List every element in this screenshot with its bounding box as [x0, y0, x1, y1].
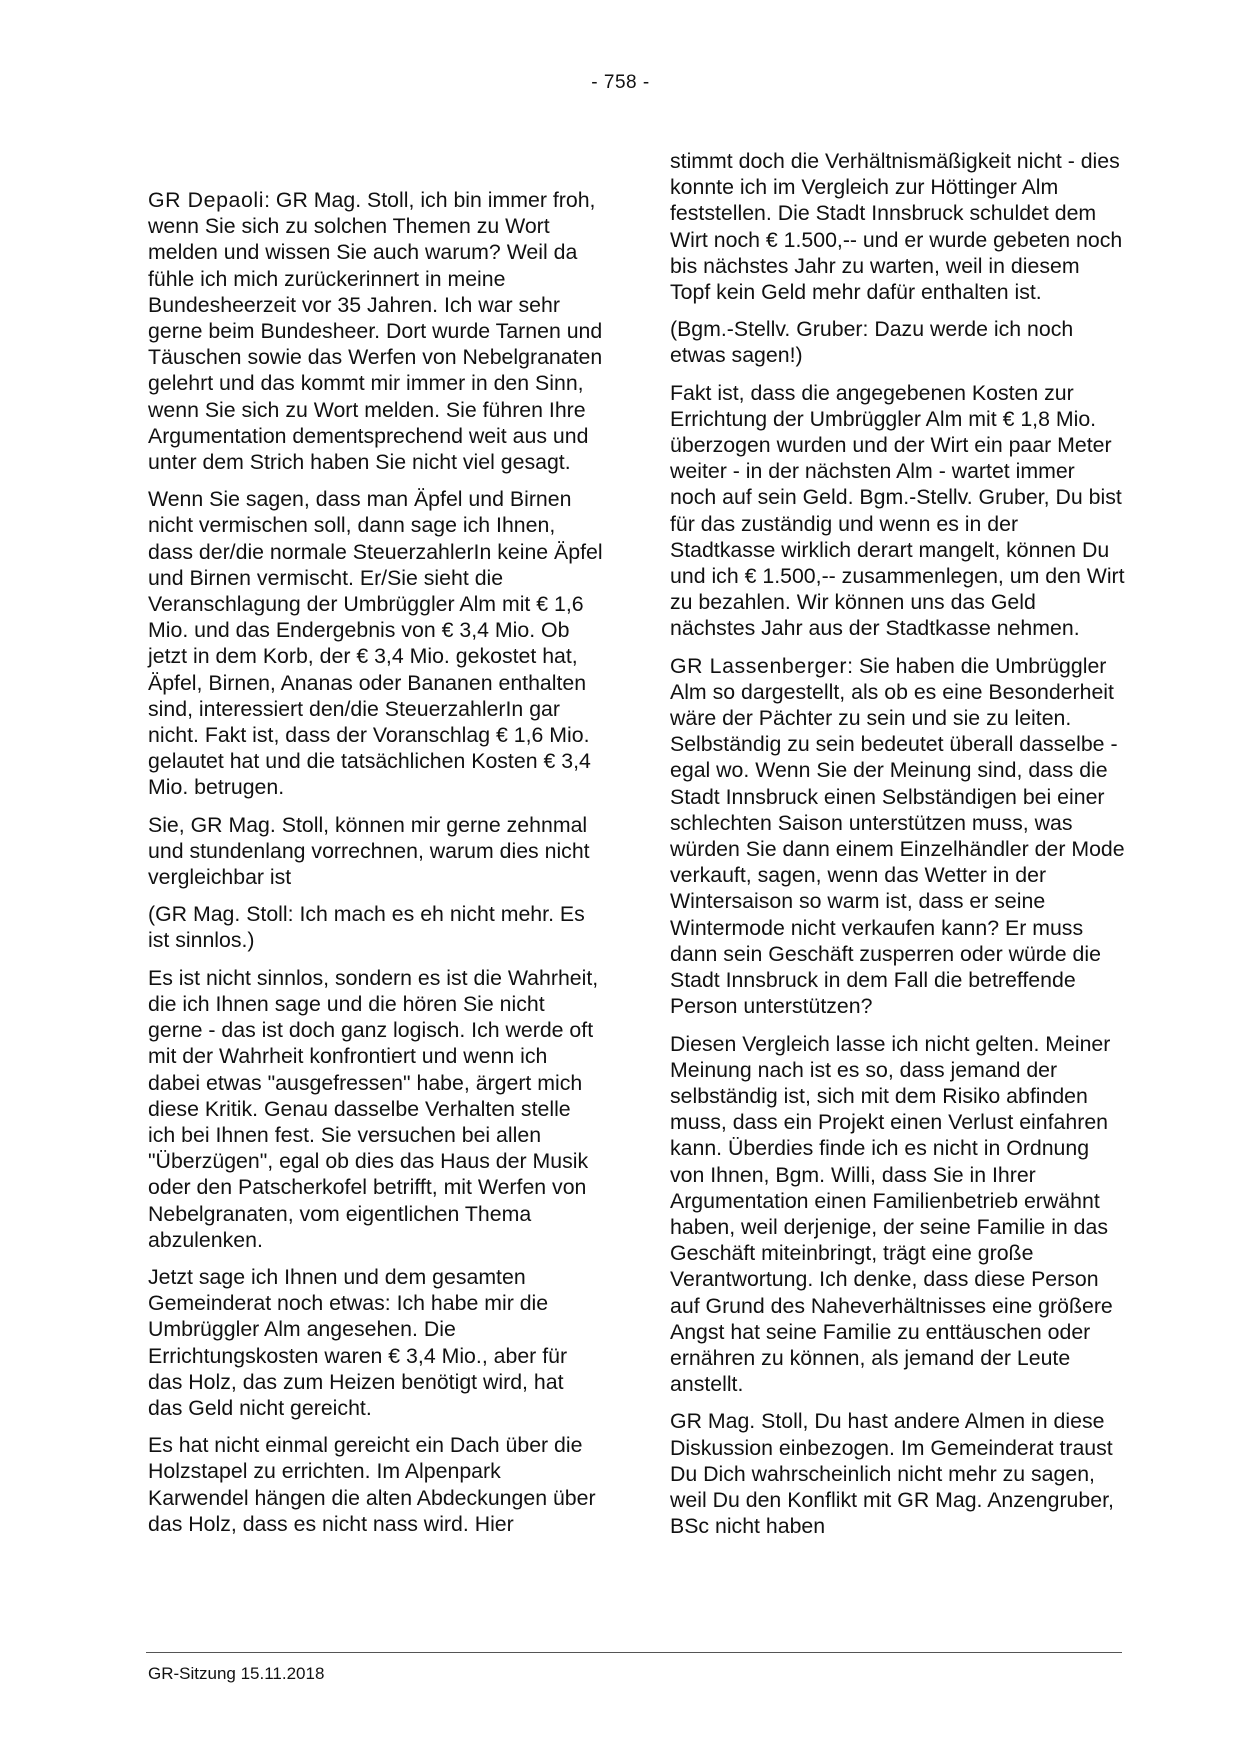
paragraph: Es hat nicht einmal gereicht ein Dach über die Holzstapel zu errichten. Im Alpenpark Karwendel hängen die alten Abdeckungen über das Holz, dass es nicht nass wird. Hier [148, 1433, 596, 1536]
paragraph [148, 187, 603, 475]
page-number: - 758 - [591, 72, 650, 93]
paragraph: Es ist nicht sinnlos, sondern es ist die Wahrheit, die ich Ihnen sage und die hören Sie nicht gerne - das ist doch ganz logisch. Ich werde oft mit der Wahrheit konfrontiert und wenn ich dabei etwas "ausgefressen" habe, ärgert mich diese Kritik. Genau dasselbe Verhalten stelle ich bei Ihnen fest. Sie versuchen bei allen "Überzügen", egal ob dies das Haus der Musik oder den Patscherkofel betrifft, mit Werfen von Nebelgranaten, vom eigentlichen Thema abzulenken. [148, 965, 599, 1252]
right-column [670, 148, 1125, 1550]
paragraph: Jetzt sage ich Ihnen und dem gesamten Gemeinderat noch etwas: Ich habe mir die Umbrüggler Alm angesehen. Die Errichtungskosten waren € 3,4 Mio., aber für das Holz, das zum Heizen benötigt wird, hat das Geld nicht gereicht. [148, 1264, 568, 1420]
footer-divider [146, 1652, 1122, 1653]
paragraph: stimmt doch die Verhältnismäßigkeit nicht - dies konnte ich im Vergleich zur Höttinger Alm feststellen. Die Stadt Innsbruck schuldet dem Wirt noch € 1.500,-- und er wurde gebeten noch bis nächstes Jahr zu warten, weil in diesem Topf kein Geld mehr dafür enthalten ist. [670, 149, 1123, 305]
left-column [148, 187, 603, 1548]
paragraph: Fakt ist, dass die angegebenen Kosten zur Errichtung der Umbrüggler Alm mit € 1,8 Mio. überzogen wurden und der Wirt ein paar Meter weiter - in der nächsten Alm - wartet immer noch auf sein Geld. Bgm.-Stellv. Gruber, Du bist für das zuständig und wenn es in der Stadtkasse wirklich derart mangelt, können Du und ich € 1.500,-- zusammenlegen, um den Wirt zu bezahlen. Wir können uns das Geld nächstes Jahr aus der Stadtkasse nehmen. [670, 380, 1125, 641]
paragraph-text: : GR Mag. Stoll, ich bin immer froh, wenn Sie sich zu solchen Themen zu Wort melden und wissen Sie auch warum? Weil da fühle ich mich zurückerinnert in meine Bundesheerzeit vor 35 Jahren. Ich war sehr gerne beim Bundesheer. Dort wurde Tarnen und Täuschen sowie das Werfen von Nebelgranaten gelehrt und das kommt mir immer in den Sinn, wenn Sie sich zu Wort melden. Sie führen Ihre Argumentation dementsprechend weit aus und unter dem Strich haben Sie nicht viel gesagt. [148, 188, 603, 475]
paragraph: Wenn Sie sagen, dass man Äpfel und Birnen nicht vermischen soll, dann sage ich Ihnen, dass der/die normale SteuerzahlerIn keine Äpfel und Birnen vermischt. Er/Sie sieht die Veranschlagung der Umbrüggler Alm mit € 1,6 Mio. und das Endergebnis von € 3,4 Mio. Ob jetzt in dem Korb, der € 3,4 Mio. gekostet hat, Äpfel, Birnen, Ananas oder Bananen enthalten sind, interessiert den/die SteuerzahlerIn gar nicht. Fakt ist, dass der Voranschlag € 1,6 Mio. gelautet hat und die tatsächlichen Kosten € 3,4 Mio. betrugen. [148, 487, 603, 800]
paragraph: Sie, GR Mag. Stoll, können mir gerne zehnmal und stundenlang vorrechnen, warum dies nicht vergleichbar ist [148, 812, 590, 890]
paragraph [670, 653, 1125, 1020]
speaker-name: GR Lassenberger [670, 653, 848, 678]
interjection: (GR Mag. Stoll: Ich mach es eh nicht mehr. Es ist sinnlos.) [148, 902, 585, 953]
paragraph: Diesen Vergleich lasse ich nicht gelten. Meiner Meinung nach ist es so, dass jemand der selbständig ist, sich mit dem Risiko abfinden muss, dass ein Projekt einen Verlust einfahren kann. Überdies finde ich es nicht in Ordnung von Ihnen, Bgm. Willi, dass Sie in Ihrer Argumentation einen Familienbetrieb erwähnt haben, weil derjenige, der seine Familie in das Geschäft miteinbringt, trägt eine große Verantwortung. Ich denke, dass diese Person auf Grund des Naheverhältnisses eine größere Angst hat seine Familie zu enttäuschen oder ernähren zu können, als jemand der Leute anstellt. [670, 1031, 1113, 1397]
paragraph: GR Mag. Stoll, Du hast andere Almen in diese Diskussion einbezogen. Im Gemeinderat traust Du Dich wahrscheinlich nicht mehr zu sagen, weil Du den Konflikt mit GR Mag. Anzengruber, BSc nicht haben [670, 1409, 1114, 1539]
speaker-name: GR Depaoli [148, 188, 265, 212]
footer-session-date: GR-Sitzung 15.11.2018 [148, 1664, 325, 1683]
paragraph-text: : Sie haben die Umbrüggler Alm so dargestellt, als ob es eine Besonderheit wäre der Pächter zu sein und sie zu leiten. Selbständig zu sein bedeutet überall dasselbe - egal wo. Wenn Sie der Meinung sind, dass die Stadt Innsbruck einen Selbständigen bei einer schlechten Saison unterstützen muss, was würden Sie dann einem Einzelhändler der Mode verkauft, sagen, wenn das Wetter in der Wintersaison so warm ist, dass er seine Wintermode nicht verkaufen kann? Er muss dann sein Geschäft zusperren oder würde die Stadt Innsbruck in dem Fall die betreffende Person unterstützen? [670, 653, 1125, 1019]
interjection: (Bgm.-Stellv. Gruber: Dazu werde ich noch etwas sagen!) [670, 317, 1074, 368]
